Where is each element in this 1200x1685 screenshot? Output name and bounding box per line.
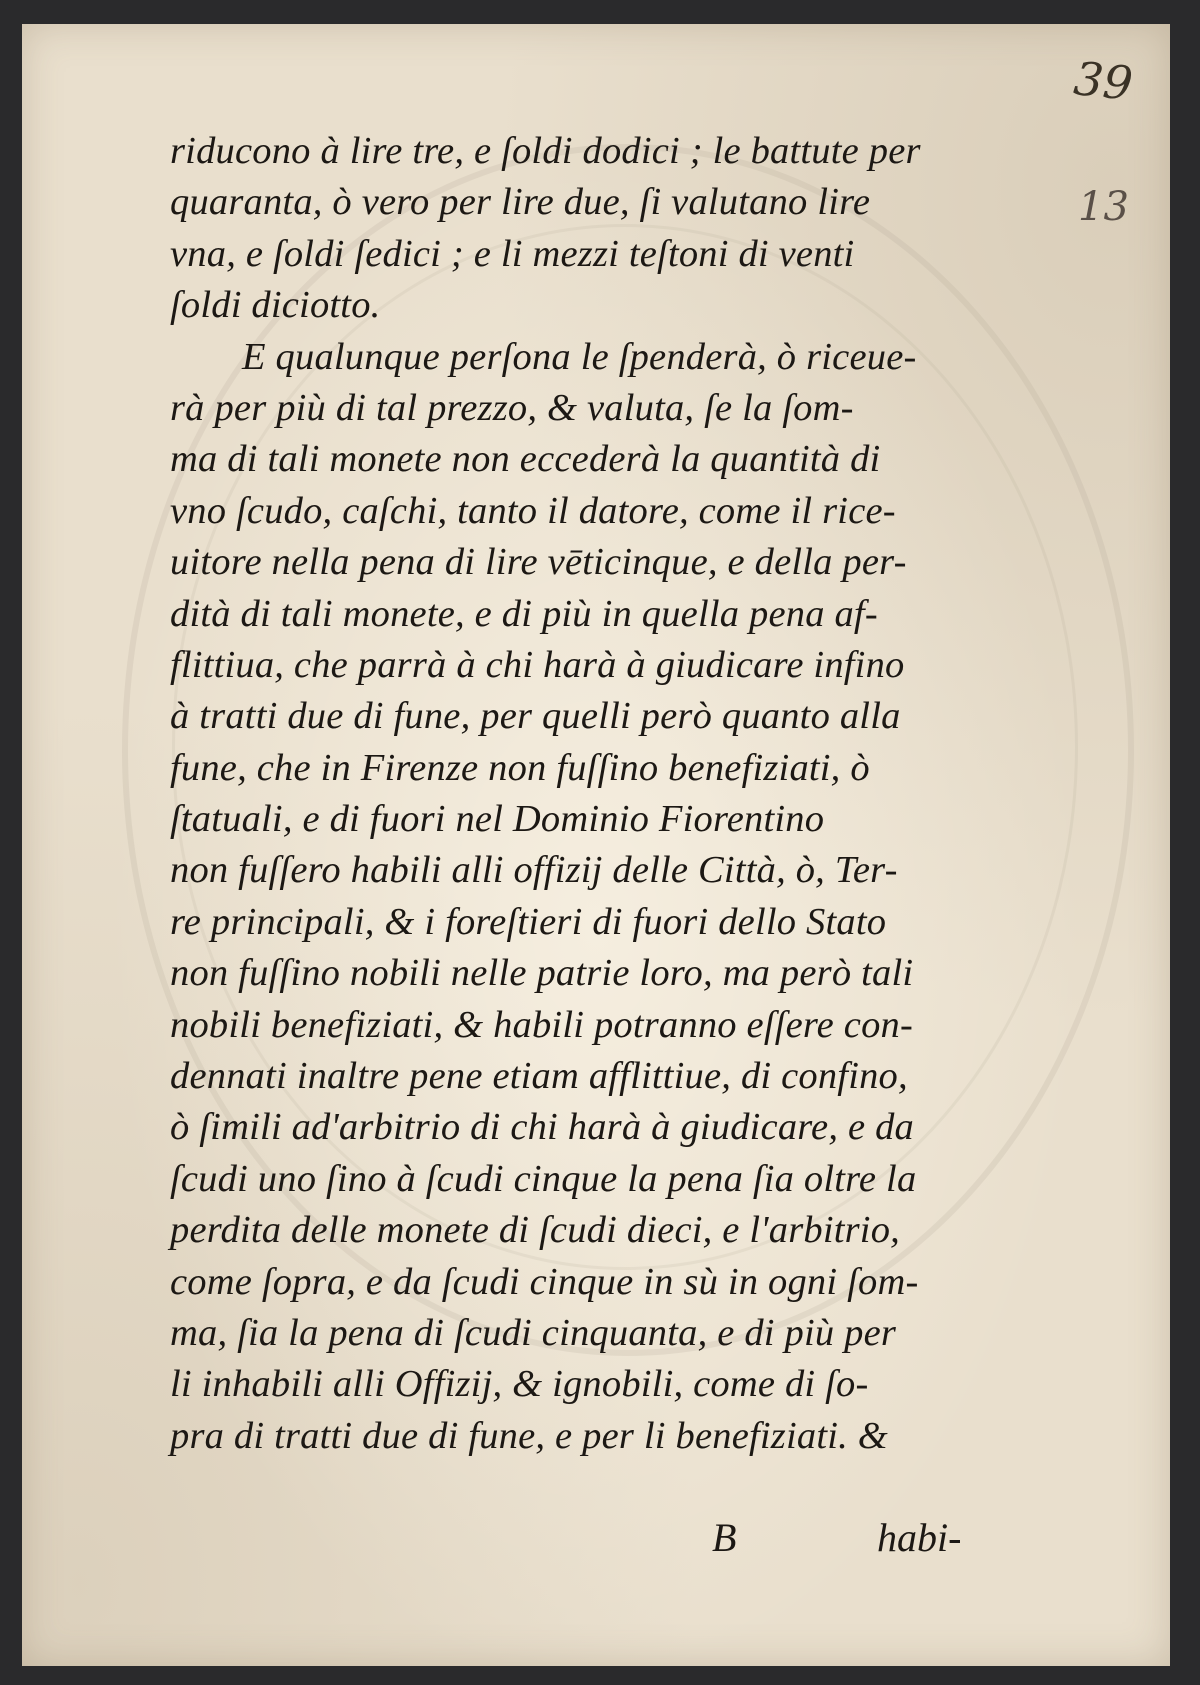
text-line: ma, ſia la pena di ſcudi cinquanta, e di più per <box>170 1311 897 1354</box>
text-line: dennati inaltre pene etiam afflittiue, di confino, <box>170 1055 908 1098</box>
text-line: dità di tali monete, e di più in quella pena af- <box>170 592 878 635</box>
text-line: non fuſſino nobili nelle patrie loro, ma però tali <box>170 952 914 995</box>
text-line: vno ſcudo, caſchi, tanto il datore, come il rice- <box>170 489 896 532</box>
text-line: flittiua, che parrà à chi harà à giudicare infino <box>170 643 905 686</box>
text-line: uitore nella pena di lire vēticinque, e della per- <box>170 541 907 584</box>
text-line: à tratti due di fune, per quelli però quanto alla <box>170 695 901 738</box>
text-line: vna, e ſoldi ſedici ; e li mezzi teſtoni di venti <box>170 232 855 275</box>
text-line: ma di tali monete non eccederà la quantità di <box>170 438 881 481</box>
text-line: ſoldi diciotto. <box>170 284 381 327</box>
text-line: re principali, & i foreſtieri di fuori dello Stato <box>170 900 887 943</box>
document-page <box>22 24 1170 1666</box>
signature-mark: B <box>712 1515 737 1560</box>
text-line: come ſopra, e da ſcudi cinque in sù in ogni ſom- <box>170 1260 919 1303</box>
secondary-page-number: 13 <box>1078 184 1129 230</box>
text-line: ſcudi uno ſino à ſcudi cinque la pena ſia oltre la <box>170 1157 917 1200</box>
text-line: rà per più di tal prezzo, & valuta, ſe la ſom- <box>170 386 854 429</box>
text-line: pra di tratti due di fune, e per li benefiziati. & <box>170 1414 888 1457</box>
text-line: ò ſimili ad'arbitrio di chi harà à giudicare, e da <box>170 1106 915 1149</box>
text-line: non fuſſero habili alli offizij delle Città, ò, Ter- <box>170 849 898 892</box>
text-line: nobili benefiziati, & habili potranno eſſere con- <box>170 1003 913 1046</box>
text-line: perdita delle monete di ſcudi dieci, e l'arbitrio, <box>170 1209 900 1252</box>
text-line: li inhabili alli Offizij, & ignobili, come di ſo- <box>170 1363 869 1406</box>
page-footer <box>22 1514 1170 1574</box>
body-text <box>170 126 1040 1462</box>
text-line: quaranta, ò vero per lire due, ſi valutano lire <box>170 181 871 224</box>
text-line: fune, che in Firenze non fuſſino benefiziati, ò <box>170 746 870 789</box>
catchword: habi- <box>877 1515 962 1560</box>
text-line: ſtatuali, e di fuori nel Dominio Fiorentino <box>170 798 825 841</box>
text-line: riducono à lire tre, e ſoldi dodici ; le battute per <box>170 130 921 172</box>
text-line: E qualunque perſona le ſpenderà, ò riceue- <box>242 335 917 378</box>
folio-number: 39 <box>1071 51 1136 111</box>
